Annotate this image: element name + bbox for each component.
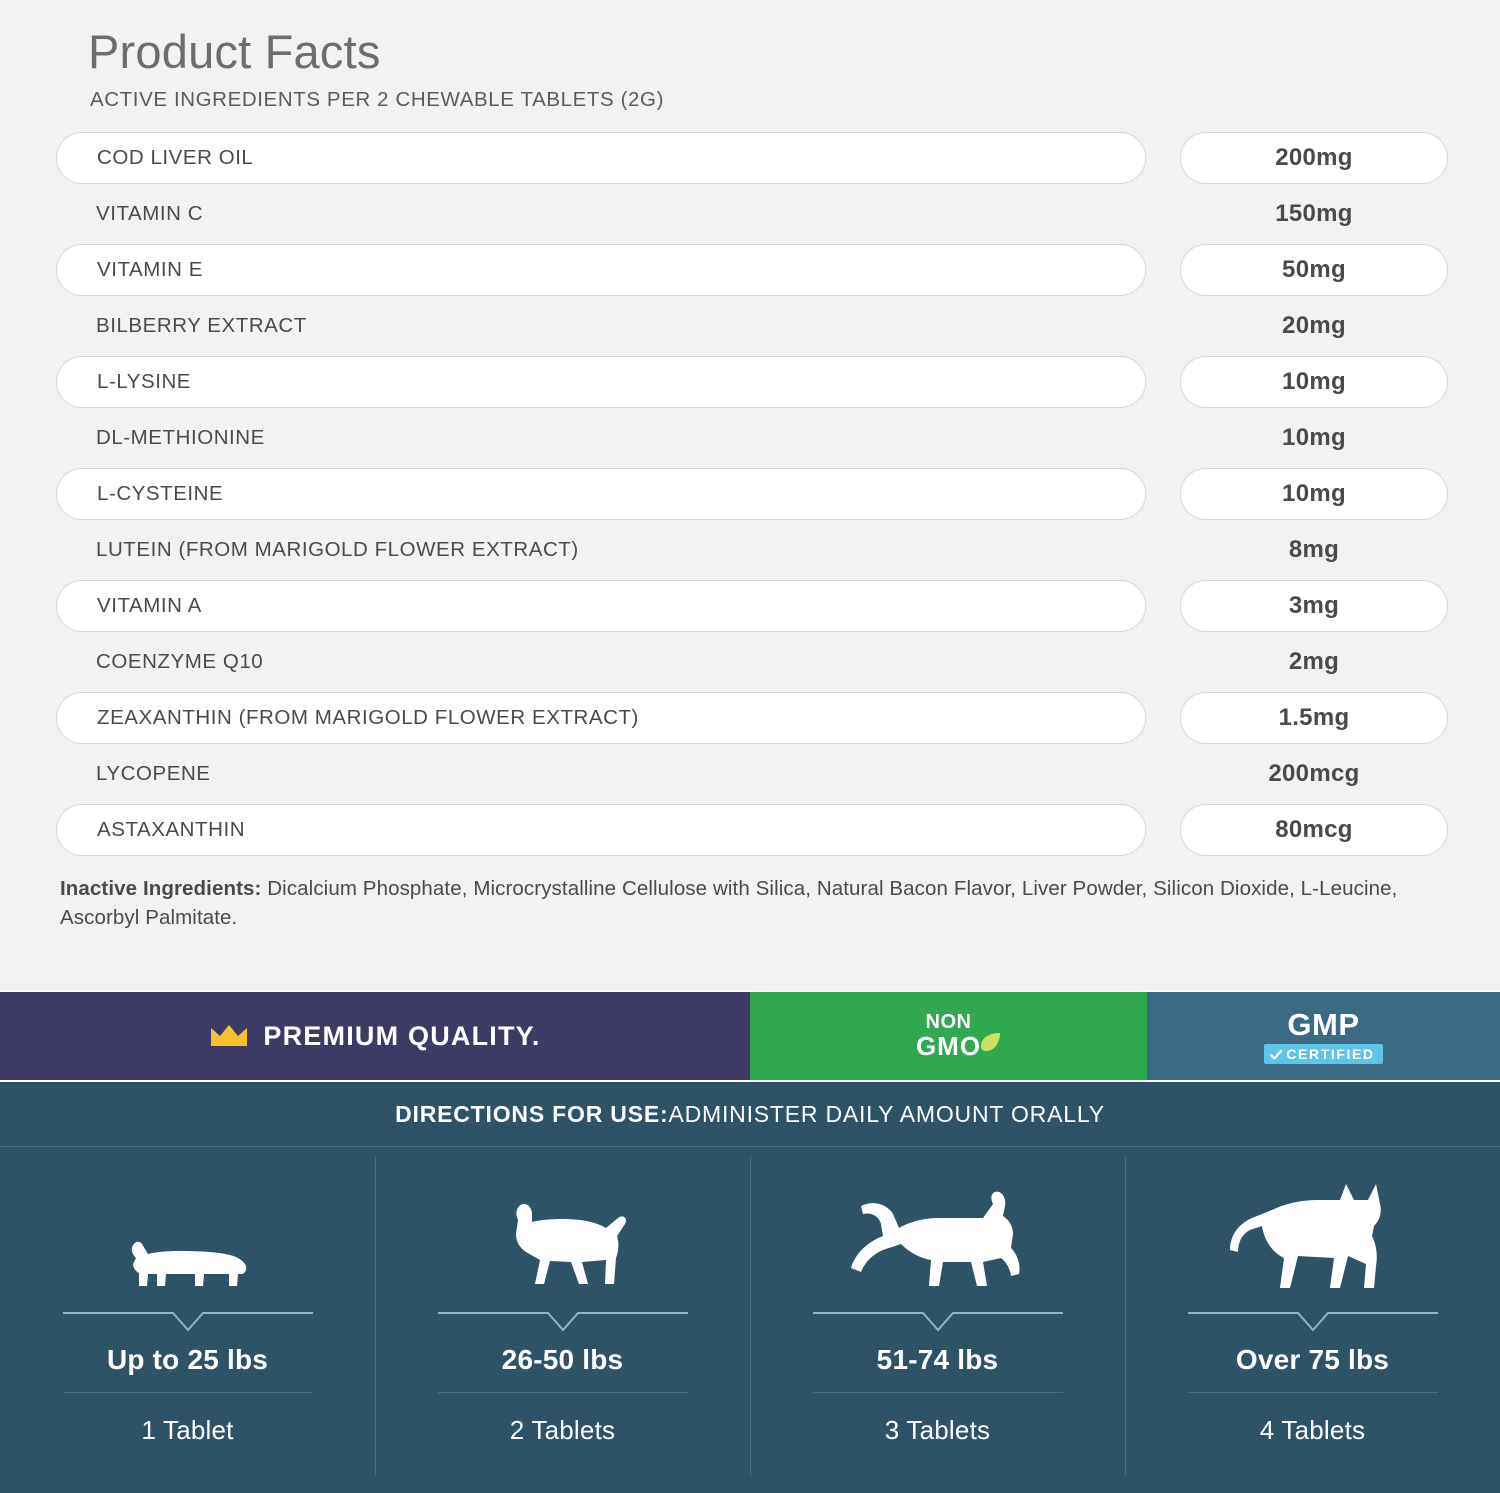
beagle-icon [478, 1180, 648, 1298]
non-gmo-text [916, 1012, 981, 1060]
ingredient-name: ZEAXANTHIN (FROM MARIGOLD FLOWER EXTRACT) [56, 692, 1146, 744]
ingredient-amount: 10mg [1180, 356, 1448, 408]
ingredient-name: ASTAXANTHIN [56, 804, 1146, 856]
ingredient-name: COENZYME Q10 [96, 649, 264, 673]
badge-premium-quality [0, 992, 750, 1080]
ingredient-name: L-LYSINE [56, 356, 1146, 408]
inactive-ingredients [60, 874, 1460, 933]
ingredient-name: L-CYSTEINE [56, 468, 1146, 520]
notch-divider [63, 1312, 313, 1334]
crown-icon [209, 1022, 249, 1050]
non-label: NON [925, 1010, 972, 1033]
dose-amount: 1 Tablet [141, 1415, 234, 1445]
ingredient-amount: 3mg [1180, 580, 1448, 632]
gmp-certified-label [1264, 1044, 1382, 1064]
table-row [56, 746, 1448, 802]
notch-divider [1188, 1312, 1438, 1334]
ingredient-name: COD LIVER OIL [56, 132, 1146, 184]
directions-header [0, 1082, 1500, 1146]
table-row [56, 130, 1448, 186]
table-row [56, 410, 1448, 466]
page-title: Product Facts [88, 25, 381, 78]
weight-range: 26-50 lbs [501, 1344, 624, 1375]
ingredient-name: VITAMIN C [96, 201, 204, 225]
certification-badges [0, 992, 1500, 1080]
table-row [56, 522, 1448, 578]
ingredient-amount: 8mg [1288, 535, 1340, 563]
dose-amount: 4 Tablets [1259, 1415, 1366, 1445]
column-divider [63, 1392, 313, 1393]
dose-amount: 2 Tablets [509, 1415, 616, 1445]
column-divider [813, 1392, 1063, 1393]
boxer-icon [1228, 1180, 1398, 1298]
badge-non-gmo [750, 992, 1147, 1080]
table-row [56, 466, 1448, 522]
ingredient-amount: 50mg [1180, 244, 1448, 296]
gmp-label: GMP [1287, 1006, 1360, 1042]
table-row [56, 186, 1448, 242]
check-icon [1270, 1048, 1282, 1060]
ingredient-name: VITAMIN E [56, 244, 1146, 296]
dosage-column [375, 1146, 750, 1493]
table-row [56, 802, 1448, 858]
badge-premium-label: PREMIUM QUALITY. [263, 1020, 541, 1051]
ingredient-name: BILBERRY EXTRACT [96, 313, 307, 337]
table-row [56, 298, 1448, 354]
directions-header-text: ADMINISTER DAILY AMOUNT ORALLY [668, 1100, 1105, 1127]
table-row [56, 242, 1448, 298]
ingredient-amount: 2mg [1288, 647, 1340, 675]
table-row [56, 578, 1448, 634]
ingredient-amount: 10mg [1180, 468, 1448, 520]
facts-subtitle: ACTIVE INGREDIENTS PER 2 CHEWABLE TABLETS (2G) [90, 87, 665, 111]
ingredient-amount: 80mcg [1180, 804, 1448, 856]
badge-gmp-certified [1147, 992, 1500, 1080]
table-row [56, 634, 1448, 690]
dose-amount: 3 Tablets [884, 1415, 991, 1445]
ingredient-amount: 200mg [1180, 132, 1448, 184]
retriever-icon [843, 1180, 1033, 1298]
gmp-text [1264, 1006, 1382, 1064]
inactive-ingredients-label: Inactive Ingredients: [60, 876, 262, 900]
weight-range: Over 75 lbs [1235, 1344, 1390, 1375]
leaf-icon [979, 1032, 1001, 1052]
ingredient-amount: 200mcg [1268, 759, 1360, 787]
notch-divider [438, 1312, 688, 1334]
certified-text: CERTIFIED [1286, 1045, 1375, 1062]
gmo-label: GMO [915, 1030, 982, 1061]
dachshund-icon [108, 1180, 268, 1298]
dosage-column [750, 1146, 1125, 1493]
table-row [56, 690, 1448, 746]
ingredient-amount: 1.5mg [1180, 692, 1448, 744]
ingredient-name: LYCOPENE [96, 761, 211, 785]
ingredient-amount: 10mg [1282, 423, 1346, 451]
inactive-ingredients-text: Dicalcium Phosphate, Microcrystalline Cellulose with Silica, Natural Bacon Flavor, Liver Powder, Silicon Dioxide, L-Leucine, Ascorbyl Palmitate. [60, 876, 1398, 930]
dosage-column [0, 1146, 375, 1493]
column-divider [1188, 1392, 1438, 1393]
directions-panel [0, 1082, 1500, 1493]
dosage-columns [0, 1146, 1500, 1493]
ingredient-amount: 20mg [1282, 311, 1346, 339]
ingredient-amount: 150mg [1275, 199, 1353, 227]
table-row [56, 354, 1448, 410]
dosage-column [1125, 1146, 1500, 1493]
column-divider [438, 1392, 688, 1393]
notch-divider [813, 1312, 1063, 1334]
ingredient-name: VITAMIN A [56, 580, 1146, 632]
ingredient-name: DL-METHIONINE [96, 425, 265, 449]
directions-header-label: DIRECTIONS FOR USE: [395, 1100, 669, 1127]
ingredients-table [56, 130, 1448, 858]
ingredient-name: LUTEIN (FROM MARIGOLD FLOWER EXTRACT) [96, 537, 579, 561]
weight-range: Up to 25 lbs [106, 1344, 269, 1375]
weight-range: 51-74 lbs [876, 1344, 999, 1375]
